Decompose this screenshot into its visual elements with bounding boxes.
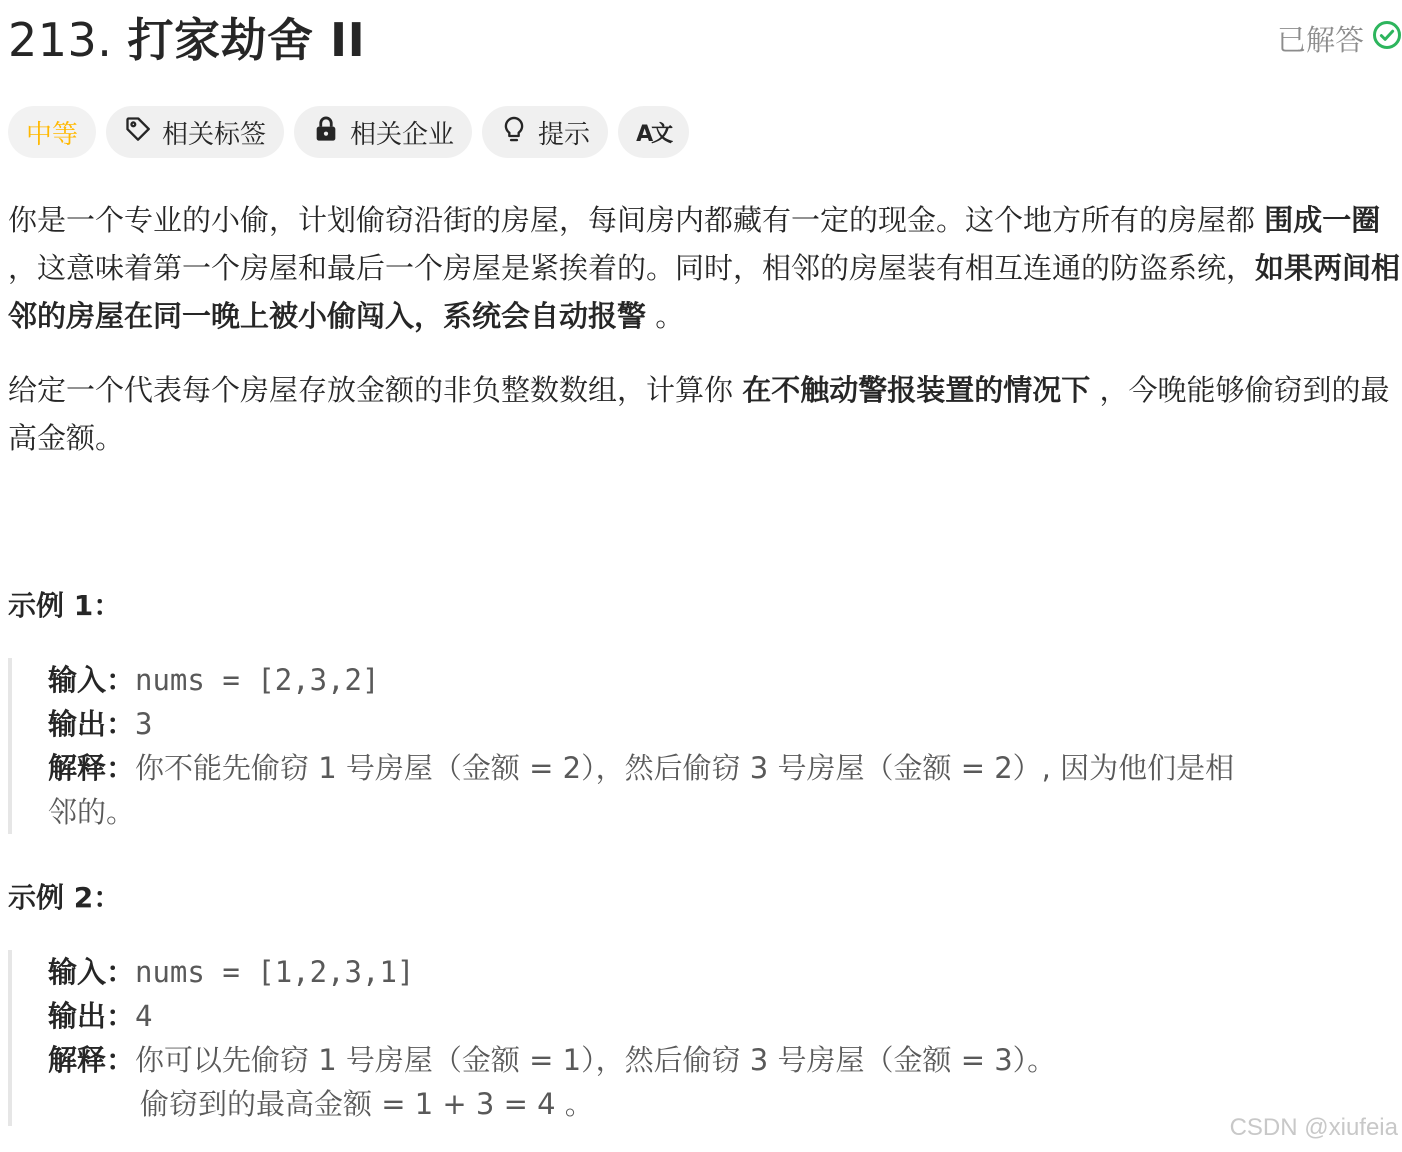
difficulty-label: 中等 [26,119,79,150]
desc-bold: 在不触动警报装置的情况下 [742,373,1091,407]
input-value: nums = [1,2,3,1] [135,955,415,989]
explain-text: 你可以先偷窃 1 号房屋（金额 = 1），然后偷窃 3 号房屋（金额 = 3）。 [135,1043,1057,1077]
example-2-block [8,950,1402,1126]
topics-tag-button[interactable] [106,106,284,158]
tag-icon [124,115,152,150]
explain-label: 解释： [48,751,136,785]
problem-number: 213. [8,13,113,67]
solved-status [1277,18,1402,59]
description-paragraph-2 [8,366,1402,462]
example-output [48,702,1402,746]
solved-label: 已解答 [1276,23,1364,57]
output-label: 输出： [48,999,136,1033]
translate-button[interactable] [618,106,689,158]
input-label: 输入： [48,955,136,989]
problem-page [8,0,1402,1152]
hint-label: 提示 [538,119,591,150]
companies-label: 相关企业 [350,119,455,150]
output-label: 输出： [48,707,136,741]
input-label: 输入： [48,663,136,697]
translate-icon: A文 [636,121,672,147]
lock-icon [312,115,340,150]
desc-bold: 如果两间相邻的房屋在同一晚上被小偷闯入，系统会自动报警 [8,251,1401,333]
desc-text: 。 [646,299,685,333]
desc-text: 给定一个代表每个房屋存放金额的非负整数数组，计算你 [8,373,743,407]
page-title [8,10,1402,70]
desc-bold: 围成一圈 [1264,203,1381,237]
example-explanation [48,1038,1402,1082]
desc-text: ，这意味着第一个房屋和最后一个房屋是紧挨着的。同时，相邻的房屋装有相互连通的防盗系统， [8,251,1256,285]
explain-text: 邻的。 [48,795,136,829]
topics-label: 相关标签 [162,119,267,150]
desc-text: ，今晚能够偷窃到的最高金额。 [8,373,1390,455]
example-1-title: 示例 1： [8,589,122,622]
check-circle-icon [1372,20,1402,57]
explain-text: 你不能先偷窃 1 号房屋（金额 = 2），然后偷窃 3 号房屋（金额 = 2）, 因为他们是相 [135,751,1235,785]
output-value: 3 [135,707,153,741]
example-input [48,950,1402,994]
example-explanation [48,746,1402,790]
explain-label: 解释： [48,1043,136,1077]
example-1-block [8,658,1402,834]
output-value: 4 [135,999,153,1033]
input-value: nums = [2,3,2] [135,663,380,697]
lightbulb-icon [500,115,528,150]
description-paragraph-1 [8,196,1402,340]
watermark: CSDN @xiufeia [1229,1114,1398,1141]
desc-text: 你是一个专业的小偷，计划偷窃沿街的房屋，每间房内都藏有一定的现金。这个地方所有的房屋都 [8,203,1265,237]
example-2-title: 示例 2： [8,881,122,914]
title-row [8,10,1402,74]
difficulty-badge[interactable] [8,106,96,158]
tag-bar [8,106,689,158]
example-explanation-cont [48,1082,1402,1126]
companies-tag-button[interactable] [294,106,472,158]
example-input [48,658,1402,702]
hint-button[interactable] [482,106,608,158]
example-output [48,994,1402,1038]
problem-description [8,196,1402,462]
example-explanation-cont [48,790,1402,834]
problem-name: 打家劫舍 II [127,13,366,67]
explain-text: 偷窃到的最高金额 = 1 + 3 = 4 。 [140,1087,594,1121]
